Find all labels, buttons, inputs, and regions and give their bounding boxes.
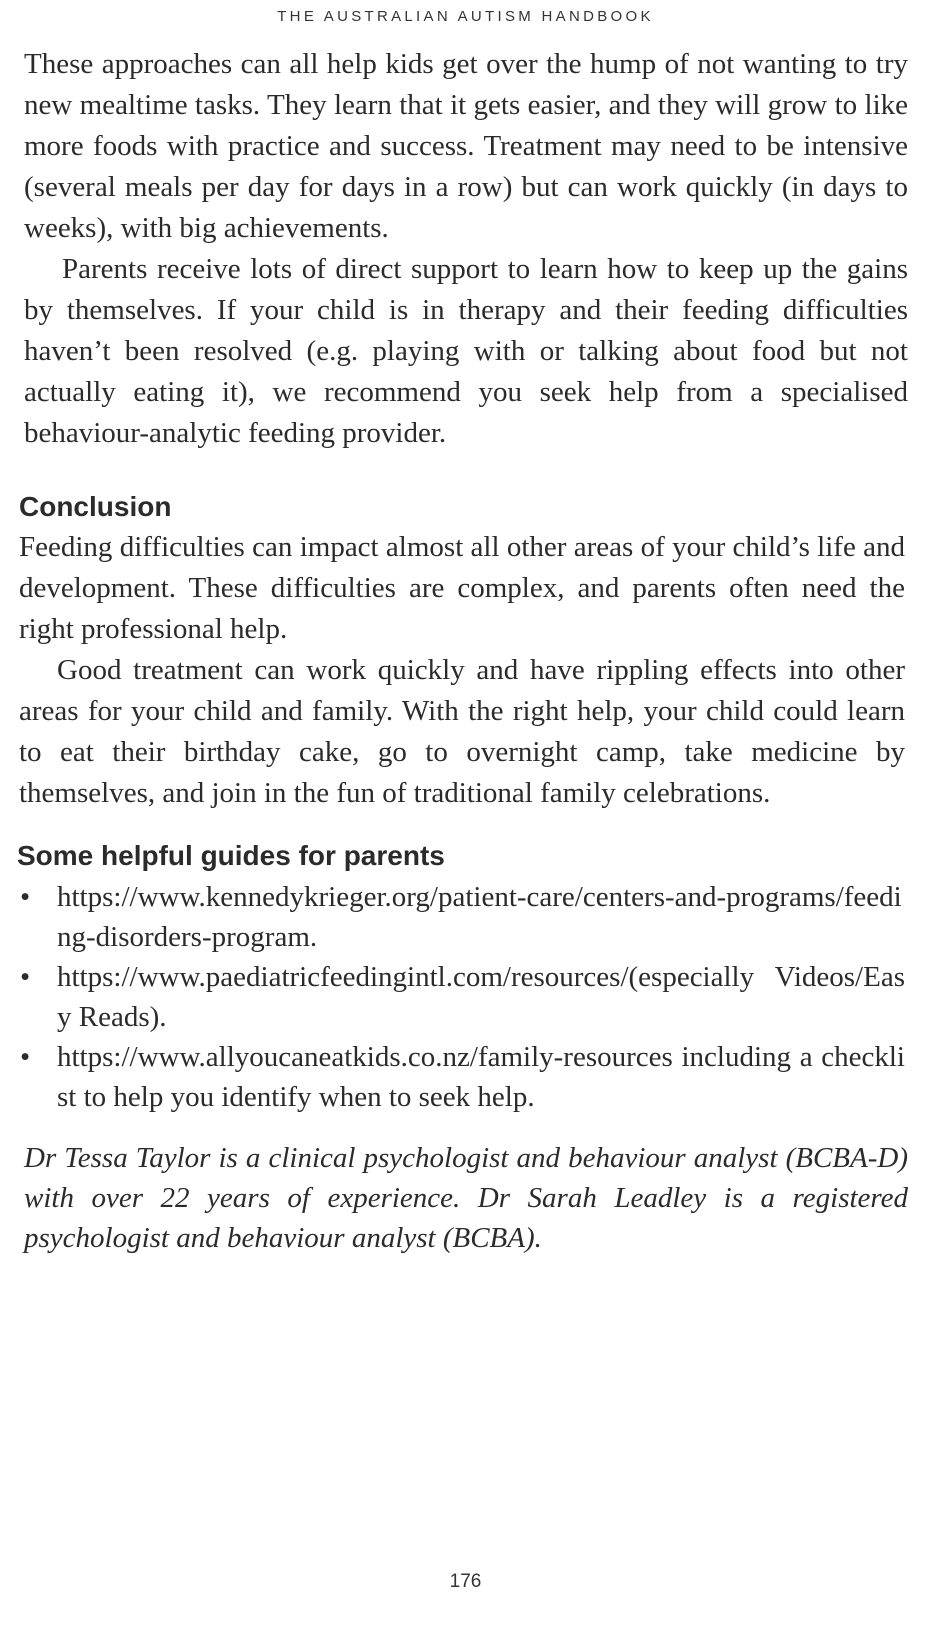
conclusion-section (19, 527, 905, 814)
guide-item-paediatric-feeding (17, 957, 905, 1037)
guides-heading: Some helpful guides for parents (17, 840, 445, 871)
intro-paragraph-2: Parents receive lots of direct support to learn how to keep up the gains by themselves. If your child is in therapy and their feeding difficulties haven’t been resolved (e.g. playing with or talking about food but not actually eating it), we recommend you seek help from a specialised behaviour-analytic feeding provider. (24, 253, 908, 449)
author-bio: Dr Tessa Taylor is a clinical psychologist and behaviour analyst (BCBA-D) with over 22 years of experience. Dr Sarah Leadley is a registered psychologist and behaviour analyst (BCBA). (24, 1142, 908, 1254)
conclusion-paragraph-1: Feeding difficulties can impact almost all other areas of your child’s life and development. These difficulties are complex, and parents often need the right professional help. (19, 531, 905, 645)
running-head: THE AUSTRALIAN AUTISM HANDBOOK (277, 8, 654, 25)
bullet-icon: • (20, 881, 31, 913)
bullet-icon: • (20, 1041, 31, 1073)
guide-item-all-you-can-eat-kids (17, 1037, 905, 1117)
intro-section (24, 44, 908, 454)
conclusion-heading: Conclusion (19, 491, 172, 522)
intro-paragraph-1: These approaches can all help kids get over the hump of not wanting to try new mealtime tasks. They learn that it gets easier, and they will grow to like more foods with practice and success. Treatment may need to be intensive (several meals per day for days in a row) but can work quickly (in days to weeks), with big achievements. (24, 48, 908, 244)
page-number: 176 (449, 1571, 482, 1592)
guide-item-kennedy-krieger (17, 877, 905, 957)
guide-link-text: https://www.paediatricfeedingintl.com/resources/(especially Videos/Easy Reads). (57, 961, 905, 1033)
bullet-icon: • (20, 961, 31, 993)
guide-link-text: https://www.allyoucaneatkids.co.nz/family-resources including a checklist to help you identify when to seek help. (57, 1041, 905, 1113)
conclusion-paragraph-2: Good treatment can work quickly and have rippling effects into other areas for your child and family. With the right help, your child could learn to eat their birthday cake, go to overnight camp, take medicine by themselves, and join in the fun of traditional family celebrations. (19, 654, 905, 809)
guide-link-text: https://www.kennedykrieger.org/patient-care/centers-and-programs/feeding-disorders-program. (57, 881, 902, 953)
guides-list (17, 877, 905, 1117)
